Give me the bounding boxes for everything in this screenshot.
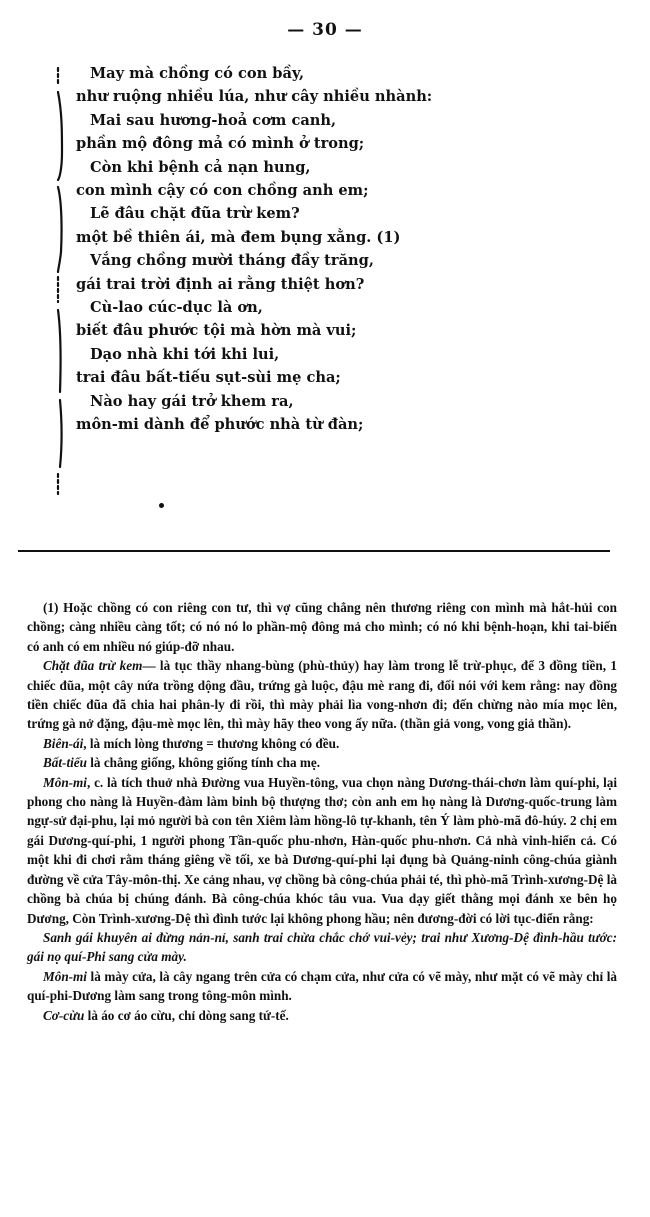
note-mon-mi: [27, 773, 617, 928]
note-term: Môn-mi: [43, 774, 87, 790]
verse-line: Dạo nhà khi tới khi lui,: [90, 345, 280, 363]
note-term: Bất-tiếu: [43, 755, 87, 771]
note-text: là chẳng giống, không giống tính cha mẹ.: [86, 755, 320, 771]
verse-bracket-decoration: [48, 62, 78, 502]
footnote-divider: [18, 550, 610, 552]
note-term: Biên-ái: [43, 735, 84, 751]
note-text: , là mích lòng thương = thương không có đều.: [83, 735, 340, 751]
note-term: Chặt đũa trừ kem: [43, 658, 143, 674]
verse-line: Vắng chồng mười tháng đầy trăng,: [90, 252, 374, 270]
note-mon-mi-2: [27, 967, 617, 1006]
verse-line: Còn khi bệnh cả nạn hung,: [90, 158, 311, 176]
ornament-dot: [159, 503, 164, 508]
verse-line: một bề thiên ái, mà đem bụng xằng. (1): [76, 228, 401, 246]
note-quote: Sanh gái khuyên ai đừng nản-nỉ, sanh trai chừa chắc chớ vui-vẻy; trai như Xương-Dệ đình-hầu tước: gái nọ quí-Phi sang cửa mày.: [27, 929, 617, 965]
footnotes: [27, 598, 617, 1025]
verse-line: Cù-lao cúc-dục là ơn,: [90, 299, 263, 317]
verse-poem: [76, 62, 596, 437]
note-term: Cơ-cừu: [43, 1007, 85, 1023]
note-bat-tieu: [27, 753, 617, 772]
verse-line: biết đâu phước tội mà hờn mà vui;: [76, 322, 357, 340]
page-number: — 30 —: [287, 20, 363, 40]
note-bien-ai: [27, 734, 617, 753]
verse-line: phần mộ đông mả có mình ở trong;: [76, 135, 365, 153]
note-text: là mày cửa, là cây ngang trên cửa có chạm cửa, như cửa có vẽ mày, như mặt có vẽ mày chỉ là quí-phi-Dương làm sang trong tông-môn mình.: [27, 968, 617, 1004]
note-co-cuu: [27, 1006, 617, 1025]
footnote-1: (1) Hoặc chồng có con riêng con tư, thì vợ cũng chẳng nên thương riêng con mình mà hắt-hủi con chồng; càng nhiều càng tốt; có nó nó lo phần-mộ đông mả cho mình; có nó khi bệnh-hoạn, khi tai-biến có anh có em nhiều nó giúp-đỡ nhau.: [27, 600, 617, 654]
verse-line: trai đâu bất-tiếu sụt-sùi mẹ cha;: [76, 369, 341, 387]
verse-line: môn-mi dành để phước nhà từ đàn;: [76, 416, 364, 434]
verse-line: như ruộng nhiều lúa, như cây nhiều nhành:: [76, 88, 433, 106]
verse-line: May mà chồng có con bầy,: [90, 65, 305, 82]
note-chat-dua: [27, 656, 617, 734]
verse-line: gái trai trời định ai rằng thiệt hơn?: [76, 275, 365, 293]
verse-line: con mình cậy có con chồng anh em;: [76, 182, 369, 200]
verse-line: Mai sau hương-hoả cơm canh,: [90, 111, 337, 129]
verse-line: Lẽ đâu chặt đũa trừ kem?: [90, 205, 300, 223]
note-text: , c. là tích thuở nhà Đường vua Huyền-tông, vua chọn nàng Dương-thái-chơn làm quí-phi, lại phong cho nàng là Huyền-đàm làm binh bộ thượng thơ; còn anh em họ nàng là Dương-quốc-trung làm ngự-sử đại-phu, lại mỏ người bà con tên Xiêm làm hồng-lô tự-khanh, tên Ý làm phò-mã đô-húy. 2 chị em gái Dương-quí-phi, 1 người phong Tần-quốc phu-nhơn, Hàn-quốc phu-nhơn. Cả nhà vinh-hiển cả. Có một khi đi chơi rằm tháng giêng về tối, xe bà Dương-quí-phi lại đụng bà Quảng-ninh công-chúa giành đường về cửa Tây-môn-thị. Xe cảng nhau, vợ chồng bà công-chúa phải té, thì phò-mã Trình-xương-Dệ là chồng bà chúa bị chúng đánh. Bà công-chúa khóc tâu vua. Vua dạy giết thằng mọi đánh xe bên họ Dương, Còn Trình-xương-Dệ thì đình tước lại không phong hầu; nên đương-đời có lời tục-điển rằng:: [27, 774, 617, 926]
note-text: là áo cơ áo cừu, chỉ dòng sang tứ-tế.: [84, 1007, 289, 1023]
note-term: Môn-mi: [43, 968, 87, 984]
verse-line: Nào hay gái trở khem ra,: [90, 392, 294, 410]
note-text: — là tục thầy nhang-bùng (phù-thủy) hay làm trong lễ trừ-phục, để 3 đồng tiền, 1 chiếc đũa, một cây nứa trồng dộng đầu, trứng gà luộc, đậu mè rang đi, đối nói với kem rằng: nay đồng tiền chiếc đũa đã chia hai phân-ly đi rồi, thì mày phải lìa vong-nhơn đi; đến chừng nào mía mọc lên, trứng gà nở đặng, đậu-mè mọc lên, thì mày hãy theo vong ấy nữa. (thần giả vong, vong giả thần).: [27, 658, 617, 732]
